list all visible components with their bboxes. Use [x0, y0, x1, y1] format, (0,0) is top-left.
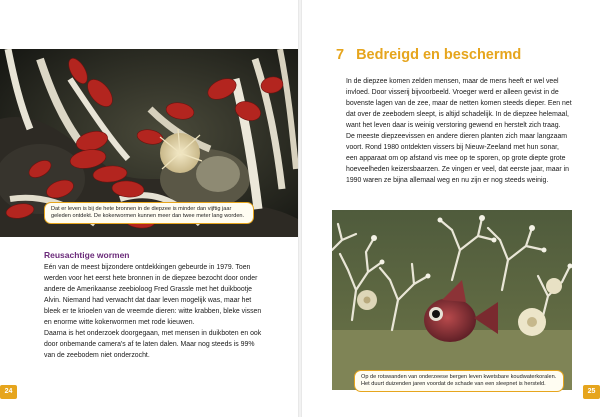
body-line: Alvin. Niemand had verwacht dat daar leven mogelijk was, maar het — [44, 297, 252, 305]
chapter-number: 7 — [336, 47, 345, 63]
body-line: De meeste diepzeevissen en andere dieren planten zich maar langzaam — [346, 133, 568, 141]
right-body-text — [346, 76, 572, 186]
chapter-title — [336, 47, 521, 63]
body-line: 1990 waren ze bijna allemaal weg en nu zijn er nog steeds weinig. — [346, 177, 549, 185]
body-line: invloed. Door visserij bijvoorbeeld. Vroeger werd er alleen gevist in de — [346, 89, 559, 97]
body-line: In de diepzee komen zelden mensen, maar de mens heeft er wel veel — [346, 78, 559, 85]
body-line: Daarna is het onderzoek doorgegaan, met mensen in duikboten en ook — [44, 330, 262, 338]
body-line: want het leven daar is weinig verstoring gewend en herstelt zich traag. — [346, 122, 561, 130]
body-line: en enorme witte kokerwormen met rode kieuwen. — [44, 319, 195, 327]
body-line: voort. Rond 1980 ontdekten vissers bij Nieuw-Zeeland met hun sonar, — [346, 144, 559, 152]
caption-line: Op de rotswanden van onderzeese bergen leven kwetsbare koudwaterkoralen. — [361, 374, 557, 380]
right-page — [302, 0, 600, 417]
body-line: werden voor het eerst hete bronnen in de diepzee bezocht door onder — [44, 275, 258, 283]
caption-line: Dat er leven is bij de hete bronnen in de diepzee is minder dan vijftig jaar — [51, 206, 232, 212]
caption-line: geleden ontdekt. De kokerwormen kunnen meer dan twee meter lang worden. — [51, 213, 245, 219]
page-number-right: 25 — [583, 385, 600, 399]
body-line: andere de Amerikaanse zeebioloog Fred Grassle met het duikbootje — [44, 286, 252, 294]
right-photo-caption — [354, 370, 564, 392]
left-page — [0, 0, 298, 417]
body-line: bovenste lagen van de zee, maar de netten komen steeds dieper. Een net — [346, 100, 572, 108]
body-line: dat over de zeebodem sleept, is altijd schadelijk. In de diepzee helemaal, — [346, 111, 569, 119]
body-line: een apparaat om op afstand vis mee op te sporen, op grote diepte grote — [346, 155, 566, 163]
chapter-title-text: Bedreigd en beschermd — [356, 47, 522, 63]
page-number-left: 24 — [0, 385, 17, 399]
left-photo-caption — [44, 202, 254, 224]
caption-line: Het duurt duizenden jaren voordat de schade van een sleepnet is hersteld. — [361, 381, 546, 387]
body-line: Eén van de meest bijzondere ontdekkingen gebeurde in 1979. Toen — [44, 264, 251, 271]
body-line: bleek er te krioelen van de vreemde dieren: witte krabben, bleke vissen — [44, 308, 262, 316]
body-line: door onbemande camera's af te laten dalen. Maar nog steeds is 99% — [44, 341, 255, 349]
section-heading: Reusachtige wormen — [44, 250, 130, 260]
coral-fish-photo — [332, 210, 572, 390]
body-line: hoeveelheden keizersbaarzen. Ze vingen er veel, dat eerste jaar, maar in — [346, 166, 569, 174]
body-line: van de zeebodem niet onderzocht. — [44, 352, 150, 360]
left-body-text — [44, 262, 261, 361]
